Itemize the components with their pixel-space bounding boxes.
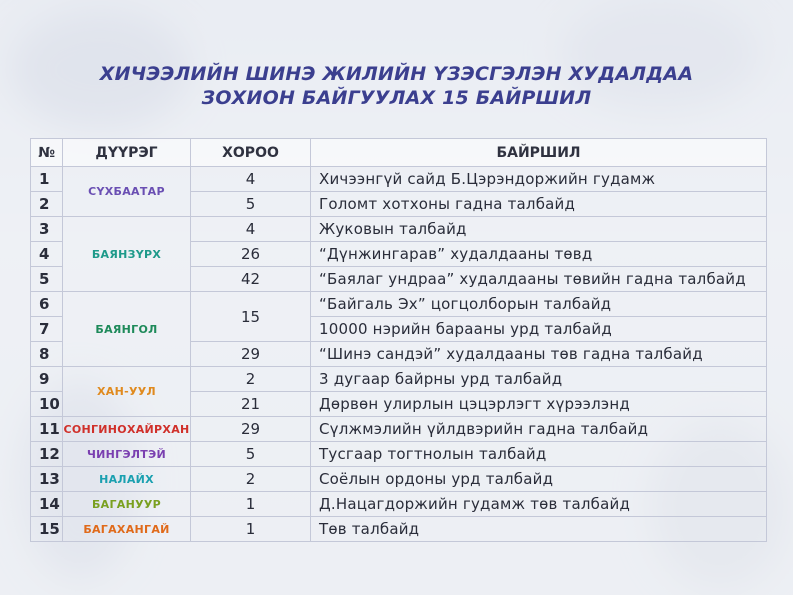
- khoroo-cell: 2: [191, 367, 311, 392]
- khoroo-cell: 5: [191, 442, 311, 467]
- row-number: 11: [31, 417, 63, 442]
- row-number: 3: [31, 217, 63, 242]
- location-cell: Голомт хотхоны гадна талбайд: [311, 192, 767, 217]
- location-cell: Соёлын ордоны урд талбайд: [311, 467, 767, 492]
- row-number: 6: [31, 292, 63, 317]
- khoroo-cell: 29: [191, 342, 311, 367]
- location-cell: “Шинэ сандэй” худалдааны төв гадна талбайд: [311, 342, 767, 367]
- table-header-row: [31, 139, 767, 167]
- row-number: 7: [31, 317, 63, 342]
- table-row: [31, 167, 767, 192]
- location-cell: Төв талбайд: [311, 517, 767, 542]
- location-cell: 3 дугаар байрны урд талбайд: [311, 367, 767, 392]
- row-number: 13: [31, 467, 63, 492]
- row-number: 8: [31, 342, 63, 367]
- row-number: 1: [31, 167, 63, 192]
- table-row: [31, 442, 767, 467]
- locations-table: [30, 138, 767, 542]
- location-cell: Д.Нацагдоржийн гудамж төв талбайд: [311, 492, 767, 517]
- location-cell: Жуковын талбайд: [311, 217, 767, 242]
- header-location: БАЙРШИЛ: [311, 139, 767, 167]
- district-cell: СОНГИНОХАЙРХАН: [63, 417, 191, 442]
- khoroo-cell: 4: [191, 167, 311, 192]
- row-number: 15: [31, 517, 63, 542]
- khoroo-cell: 15: [191, 292, 311, 342]
- table-row: [31, 367, 767, 392]
- district-cell: ХАН-УУЛ: [63, 367, 191, 417]
- khoroo-cell: 1: [191, 492, 311, 517]
- khoroo-cell: 42: [191, 267, 311, 292]
- location-cell: Хичээнгүй сайд Б.Цэрэндоржийн гудамж: [311, 167, 767, 192]
- table-row: [31, 417, 767, 442]
- district-cell: БАГАХАНГАЙ: [63, 517, 191, 542]
- location-cell: “Байгаль Эх” цогцолборын талбайд: [311, 292, 767, 317]
- district-cell: НАЛАЙХ: [63, 467, 191, 492]
- title-line-2: ЗОХИОН БАЙГУУЛАХ 15 БАЙРШИЛ: [201, 87, 592, 109]
- location-cell: 10000 нэрийн барааны урд талбайд: [311, 317, 767, 342]
- district-cell: БАЯНЗҮРХ: [63, 217, 191, 292]
- khoroo-cell: 29: [191, 417, 311, 442]
- khoroo-cell: 4: [191, 217, 311, 242]
- row-number: 2: [31, 192, 63, 217]
- location-cell: “Баялаг ундраа” худалдааны төвийн гадна талбайд: [311, 267, 767, 292]
- row-number: 10: [31, 392, 63, 417]
- table-row: [31, 292, 767, 317]
- header-no: №: [31, 139, 63, 167]
- table-row: [31, 517, 767, 542]
- title-line-1: ХИЧЭЭЛИЙН ШИНЭ ЖИЛИЙН ҮЗЭСГЭЛЭН ХУДАЛДАА: [99, 63, 694, 85]
- row-number: 14: [31, 492, 63, 517]
- district-cell: БАГАНУУР: [63, 492, 191, 517]
- row-number: 9: [31, 367, 63, 392]
- khoroo-cell: 2: [191, 467, 311, 492]
- khoroo-cell: 5: [191, 192, 311, 217]
- row-number: 5: [31, 267, 63, 292]
- page-title: [0, 62, 793, 110]
- row-number: 12: [31, 442, 63, 467]
- row-number: 4: [31, 242, 63, 267]
- header-district: ДҮҮРЭГ: [63, 139, 191, 167]
- khoroo-cell: 1: [191, 517, 311, 542]
- location-cell: Тусгаар тогтнолын талбайд: [311, 442, 767, 467]
- khoroo-cell: 21: [191, 392, 311, 417]
- table-row: [31, 217, 767, 242]
- district-cell: БАЯНГОЛ: [63, 292, 191, 367]
- table-row: [31, 467, 767, 492]
- district-cell: СҮХБААТАР: [63, 167, 191, 217]
- location-cell: Дөрвөн улирлын цэцэрлэгт хүрээлэнд: [311, 392, 767, 417]
- location-cell: Сүлжмэлийн үйлдвэрийн гадна талбайд: [311, 417, 767, 442]
- table-row: [31, 492, 767, 517]
- location-cell: “Дүнжингарав” худалдааны төвд: [311, 242, 767, 267]
- district-cell: ЧИНГЭЛТЭЙ: [63, 442, 191, 467]
- khoroo-cell: 26: [191, 242, 311, 267]
- header-khoroo: ХОРОО: [191, 139, 311, 167]
